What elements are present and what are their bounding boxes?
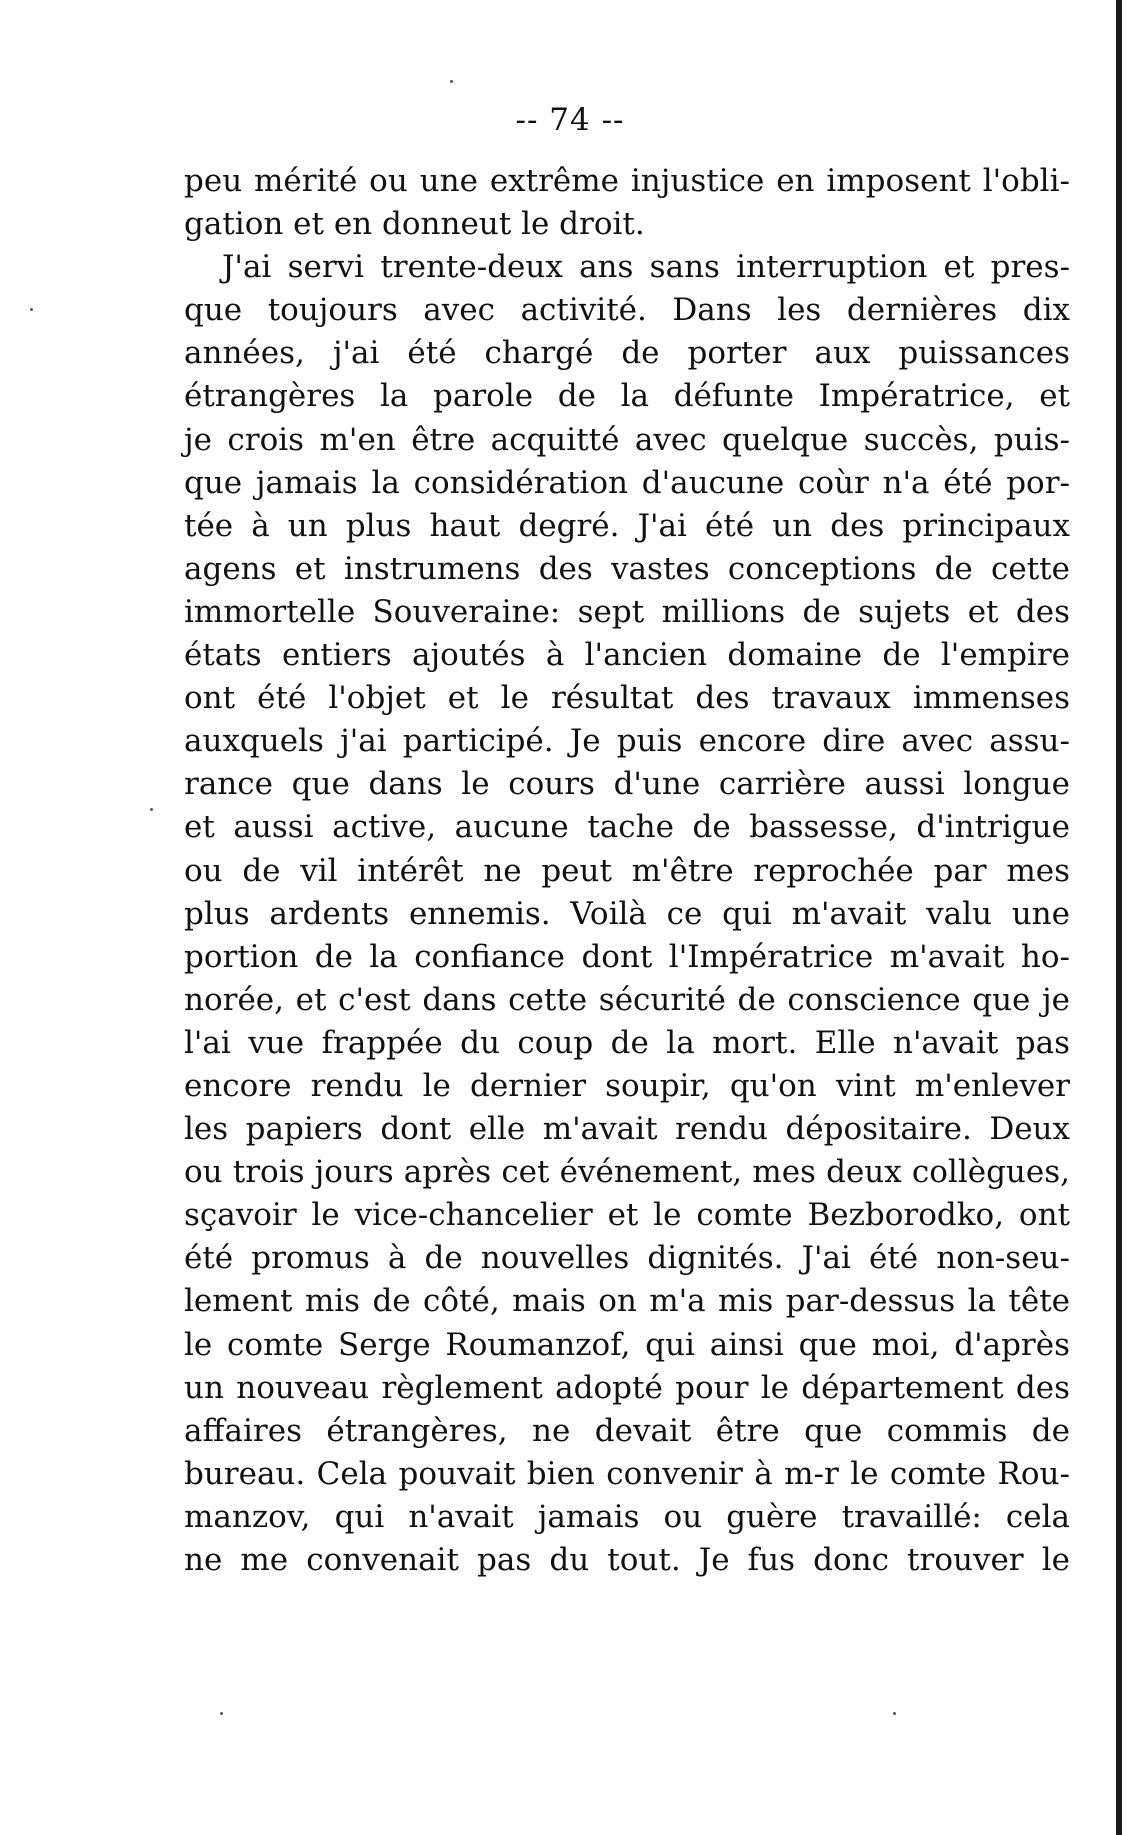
text-line: étrangères la parole de la défunte Impératrice, et	[184, 378, 1070, 415]
text-line: ont été l'objet et le résultat des travaux immenses	[184, 680, 1070, 717]
text-line: le comte Serge Roumanzof, qui ainsi que moi, d'après	[184, 1326, 1070, 1363]
text-line: gation et en donneut le droit.	[184, 206, 645, 243]
text-line: un nouveau règlement adopté pour le département des	[184, 1369, 1070, 1406]
text-line: et aussi active, aucune tache de bassesse, d'intrigue	[184, 809, 1070, 846]
scan-speck	[220, 1712, 223, 1715]
text-line: les papiers dont elle m'avait rendu dépositaire. Deux	[184, 1111, 1070, 1148]
text-line: lement mis de côté, mais on m'a mis par-dessus la tête	[184, 1283, 1070, 1320]
page-edge-binding	[1116, 0, 1122, 1835]
text-line: rance que dans le cours d'une carrière aussi longue	[184, 766, 1070, 803]
text-line: affaires étrangères, ne devait être que commis de	[184, 1412, 1070, 1449]
text-line: ne me convenait pas du tout. Je fus donc trouver le	[184, 1542, 1070, 1578]
text-line: encore rendu le dernier soupir, qu'on vint m'enlever	[184, 1067, 1070, 1104]
text-line: portion de la confiance dont l'Impératrice m'avait ho-	[184, 938, 1070, 975]
text-line: agens et instrumens des vastes conceptions de cette	[184, 550, 1070, 587]
text-line: l'ai vue frappée du coup de la mort. Elle n'avait pas	[184, 1024, 1070, 1061]
text-line: années, j'ai été chargé de porter aux puissances	[184, 335, 1070, 372]
text-line: J'ai servi trente-deux ans sans interruption et pres-	[222, 249, 1070, 286]
text-line: états entiers ajoutés à l'ancien domaine de l'empire	[184, 637, 1070, 674]
text-line: je crois m'en être acquitté avec quelque succès, puis-	[184, 421, 1070, 458]
text-line: ou de vil intérêt ne peut m'être reprochée par mes	[184, 852, 1070, 889]
page-number: -- 74 --	[515, 102, 625, 138]
text-line: bureau. Cela pouvait bien convenir à m-r le comte Rou-	[184, 1455, 1070, 1492]
text-line: peu mérité ou une extrême injustice en imposent l'obli-	[184, 163, 1070, 199]
scan-speck	[150, 808, 153, 811]
text-line: norée, et c'est dans cette sécurité de conscience que je	[184, 981, 1070, 1018]
text-line: auxquels j'ai participé. Je puis encore dire avec assu-	[184, 723, 1070, 760]
text-line: manzov, qui n'avait jamais ou guère travaillé: cela	[184, 1498, 1070, 1535]
text-line: tée à un plus haut degré. J'ai été un des principaux	[184, 507, 1070, 544]
scan-speck	[30, 308, 33, 311]
body-text	[184, 160, 1070, 1582]
scan-speck	[450, 80, 453, 83]
text-line: été promus à de nouvelles dignités. J'ai été non-seu-	[184, 1240, 1070, 1277]
text-line: sçavoir le vice-chancelier et le comte Bezborodko, ont	[184, 1197, 1070, 1234]
text-line: immortelle Souveraine: sept millions de sujets et des	[184, 593, 1070, 630]
scan-speck	[893, 1712, 896, 1715]
text-line: que jamais la considération d'aucune coùr n'a été por-	[184, 464, 1070, 501]
text-line: plus ardents ennemis. Voilà ce qui m'avait valu une	[184, 895, 1070, 932]
text-line: que toujours avec activité. Dans les dernières dix	[184, 292, 1070, 329]
text-line: ou trois jours après cet événement, mes deux collègues,	[184, 1154, 1070, 1191]
